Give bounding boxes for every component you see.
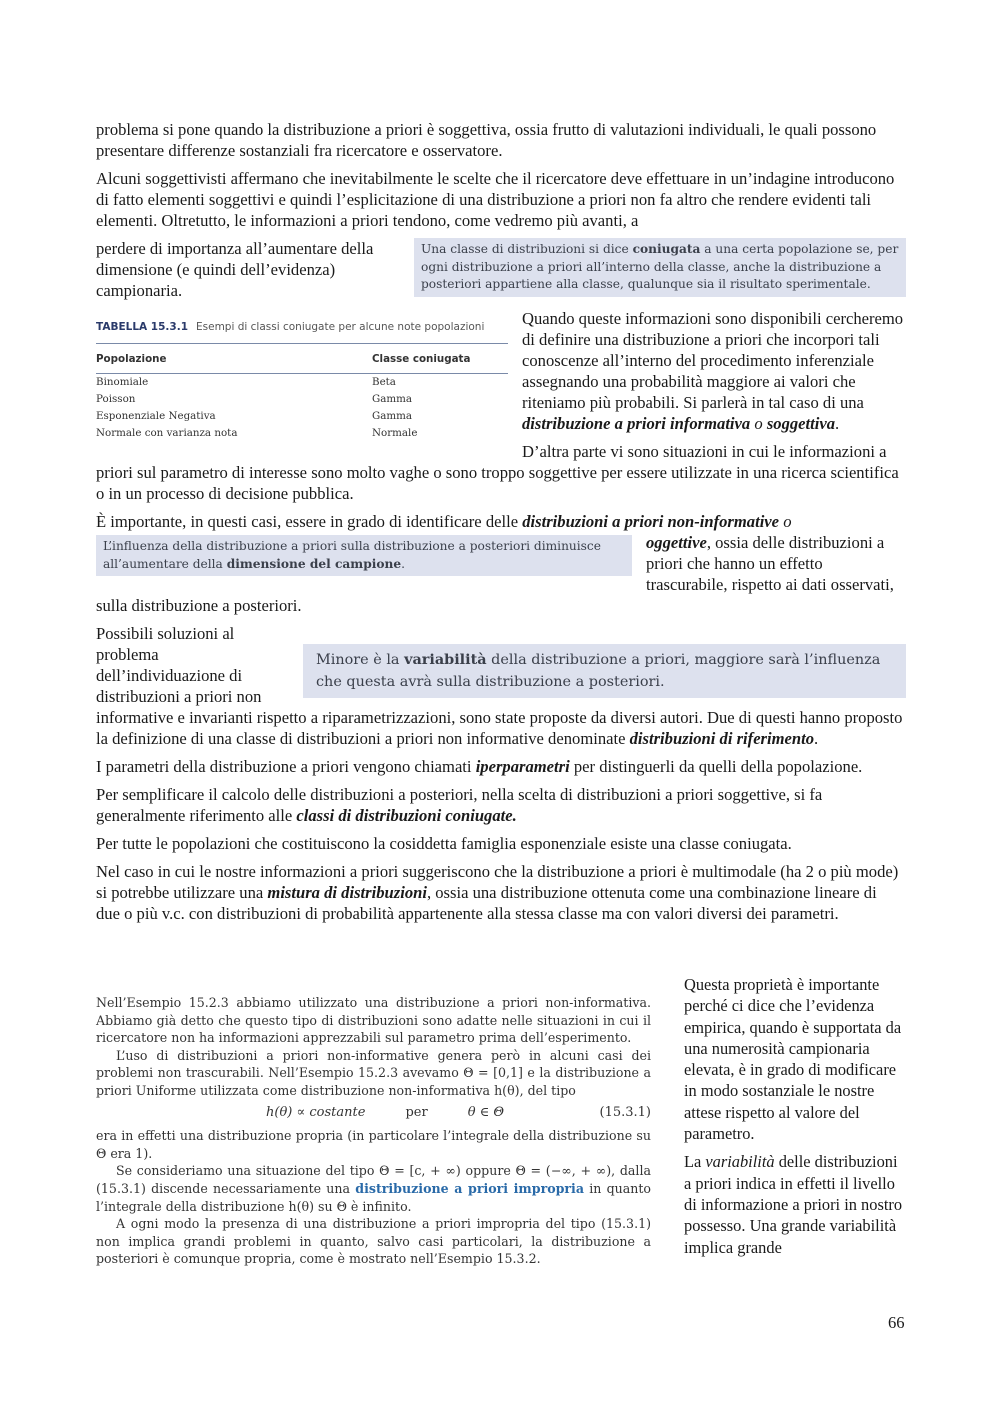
side-paragraph: Questa proprietà è importante perché ci dice che l’evidenza empirica, quando è supportata da una numerosità campionaria elevata, è in grado di modificare in modo sostanziale le nostre attese rispetto al valore del parametro. xyxy=(684,975,902,1144)
excerpt-paragraph: A ogni modo la presenza di una distribuzione a priori impropria del tipo (15.3.1) non implica grandi problemi in quanto, salvo casi particolari, la distribuzione a posteriori è comunque propria, come è mostrato nell’Esempio 15.3.2. xyxy=(96,1216,651,1267)
table-cell: Beta xyxy=(372,376,396,388)
table-row xyxy=(96,391,508,408)
text: Per semplificare il calcolo delle distribuzioni a posteriori, nella scelta di distribuzioni a priori soggettive, si fa generalmente riferimento alle xyxy=(96,785,823,825)
paragraph: problema si pone quando la distribuzione a priori è soggettiva, ossia frutto di valutazioni individuali, le quali possono presentare differenze sostanziali fra ricercatore e osservatore. xyxy=(96,120,877,160)
side-paragraph xyxy=(684,1151,908,1257)
paragraph xyxy=(96,861,904,924)
table-row xyxy=(96,408,508,425)
conjugate-classes-table xyxy=(96,317,508,442)
table-row xyxy=(96,374,508,392)
excerpt-paragraph: Nell’Esempio 15.2.3 abbiamo utilizzato una distribuzione a priori non-informativa. Abbiamo già detto che questo tipo di distribuzioni sono adatte nelle situazioni in cui il ricercatore non ha informazioni apprezzabili sul parametro prima dell’esperimento. xyxy=(96,995,651,1046)
text: . xyxy=(835,414,840,433)
definition-box-variability xyxy=(303,644,906,698)
excerpt-paragraph: era in effetti una distribuzione propria (in particolare l’integrale della distribuzione su Θ era 1). xyxy=(96,1128,651,1161)
text: in quanto l’integrale della distribuzione h(θ) su Θ è infinito. xyxy=(96,1180,652,1214)
term: distribuzioni di riferimento xyxy=(629,729,815,748)
term: mistura di distribuzioni xyxy=(267,883,427,902)
text: delle distribuzioni a priori indica in effetti il livello di informazione a priori in nostro possesso. Una grande variabilità implica grande xyxy=(684,1152,903,1257)
text: Nel caso in cui le nostre informazioni a priori suggeriscono che la distribuzione a priori è multimodale (ha 2 o più mode) si potrebbe utilizzare una xyxy=(96,862,899,902)
paragraph xyxy=(96,784,904,826)
formula-word: per xyxy=(405,1104,428,1120)
excerpt-paragraph xyxy=(96,1162,651,1215)
page-body xyxy=(96,119,904,931)
text: È importante, in questi casi, essere in grado di identificare delle xyxy=(96,512,523,531)
table-cell: Esponenziale Negativa xyxy=(96,410,216,422)
term: distribuzione a priori informativa xyxy=(522,414,751,433)
page-number: 66 xyxy=(888,1313,905,1332)
term: iperparametri xyxy=(475,757,570,776)
table-header: Popolazione xyxy=(96,344,372,374)
text: , ossia una distribuzione ottenuta come una combinazione lineare di due o più v.c. con distribuzioni di probabilità appartenente alla stessa classe ma con valori diversi dei parametri. xyxy=(96,883,877,923)
box-text: Minore è la xyxy=(316,652,405,668)
paragraph: Per tutte le popolazioni che costituiscono la cosiddetta famiglia esponenziale esiste una classe coniugata. xyxy=(96,834,792,853)
excerpt-paragraph: L’uso di distribuzioni a priori non-informative genera però in alcuni casi dei problemi non trascurabili. Nell’Esempio 15.2.3 avevamo Θ = [0,1] e la distribuzione a priori Uniforme utilizzata come distribuzione non-informativa h(θ), del tipo xyxy=(96,1047,651,1098)
definition-box-conjugate xyxy=(414,238,906,297)
term: classi di distribuzioni coniugate. xyxy=(296,806,517,825)
box-text: della distribuzione a priori, maggiore sarà l’influenza che questa avrà sulla distribuzione a posteriori. xyxy=(316,652,881,690)
paragraph xyxy=(96,756,904,777)
text: Possibili soluzioni al problema dell’individuazione di distribuzioni a priori non informative e invarianti rispetto a riparametrizzazioni, sono state proposte da diversi autori. Due di questi hanno proposto la definizione di una classe di distribuzioni a priori non informative denominate xyxy=(96,624,903,748)
box-text: a una certa popolazione se, per ogni distribuzione a priori all’interno della classe, anche la distribuzione a posteriori appartiene alla classe, qualunque sia il risultato sperimentale. xyxy=(421,242,899,291)
paragraph xyxy=(96,511,904,616)
term: oggettive xyxy=(646,533,707,552)
box-bold: variabilità xyxy=(404,651,487,668)
text: I parametri della distribuzione a priori vengono chiamati xyxy=(96,757,476,776)
formula-condition: θ ∈ Θ xyxy=(467,1104,505,1120)
term: variabilità xyxy=(705,1152,775,1172)
paragraph: Alcuni soggettivisti affermano che inevitabilmente le scelte che il ricercatore deve effettuare in un’indagine introducono di fatto elementi soggettivi e quindi l’esplicitazione di una distribuzione a priori non fa altro che rendere evidenti tali elementi. Oltretutto, le informazioni a priori tendono, come vedremo più avanti, a xyxy=(96,169,895,230)
box-text: Una classe di distribuzioni si dice xyxy=(421,242,633,256)
formula-expression: h(θ) ∝ costante xyxy=(266,1104,366,1120)
table-row xyxy=(96,425,508,442)
paragraph xyxy=(96,623,904,749)
box-bold: dimensione del campione xyxy=(226,556,402,571)
text: o xyxy=(779,512,792,531)
text: . xyxy=(814,729,819,748)
textbook-excerpt xyxy=(96,994,651,1268)
term: distribuzioni a priori non-informative xyxy=(522,512,780,531)
paragraph: D’altra parte vi sono situazioni in cui le informazioni a priori sul parametro di interesse sono molto vaghe o sono troppo soggettive per essere utilizzate in una ricerca scientifica o in un processo di decisione pubblica. xyxy=(96,442,899,503)
text: Se consideriamo una situazione del tipo Θ = [c, + ∞) oppure Θ = (−∞, + ∞), dalla (15.3.1) discende necessariamente una xyxy=(96,1163,651,1196)
text: o xyxy=(750,414,767,433)
table-cell: Gamma xyxy=(372,410,413,422)
box-text: . xyxy=(401,556,405,571)
table xyxy=(96,344,508,442)
table-header: Classe coniugata xyxy=(372,344,508,374)
paragraph: perdere di importanza all’aumentare della dimensione (e quindi dell’evidenza) campionaria. xyxy=(96,239,374,300)
table-cell: Binomiale xyxy=(96,376,149,388)
text: Quando queste informazioni sono disponibili cercheremo di definire una distribuzione a priori che incorpori tali conoscenze all’interno del procedimento inferenziale assegnando una probabilità maggiore ai valori che riteniamo più probabili. Si parlerà in tal caso di una xyxy=(522,309,904,412)
highlight-term: distribuzione a priori impropria xyxy=(355,1180,584,1196)
box-text: L’influenza della distribuzione a priori sulla distribuzione a posteriori diminuisce all’aumentare della xyxy=(103,539,601,571)
text: La xyxy=(684,1152,706,1172)
box-bold: coniugata xyxy=(632,242,701,256)
term: soggettiva xyxy=(766,414,836,433)
table-title xyxy=(96,317,508,344)
text: , ossia delle distribuzioni a priori che hanno un effetto trascurabile, rispetto ai dati osservati, sulla distribuzione a posteriori. xyxy=(96,533,894,615)
definition-box-sample-size xyxy=(96,535,632,576)
side-column xyxy=(684,974,908,1265)
table-cell: Gamma xyxy=(372,393,413,405)
formula-number: (15.3.1) xyxy=(599,1104,651,1120)
text: per distinguerli da quelli della popolazione. xyxy=(569,757,863,776)
table-caption: Esempi di classi coniugate per alcune note popolazioni xyxy=(196,321,485,333)
formula-15-3-1 xyxy=(96,1100,651,1128)
table-cell: Normale xyxy=(372,427,418,439)
table-cell: Normale con varianza nota xyxy=(96,427,238,439)
table-label: TABELLA 15.3.1 xyxy=(96,321,189,333)
table-cell: Poisson xyxy=(96,393,136,405)
